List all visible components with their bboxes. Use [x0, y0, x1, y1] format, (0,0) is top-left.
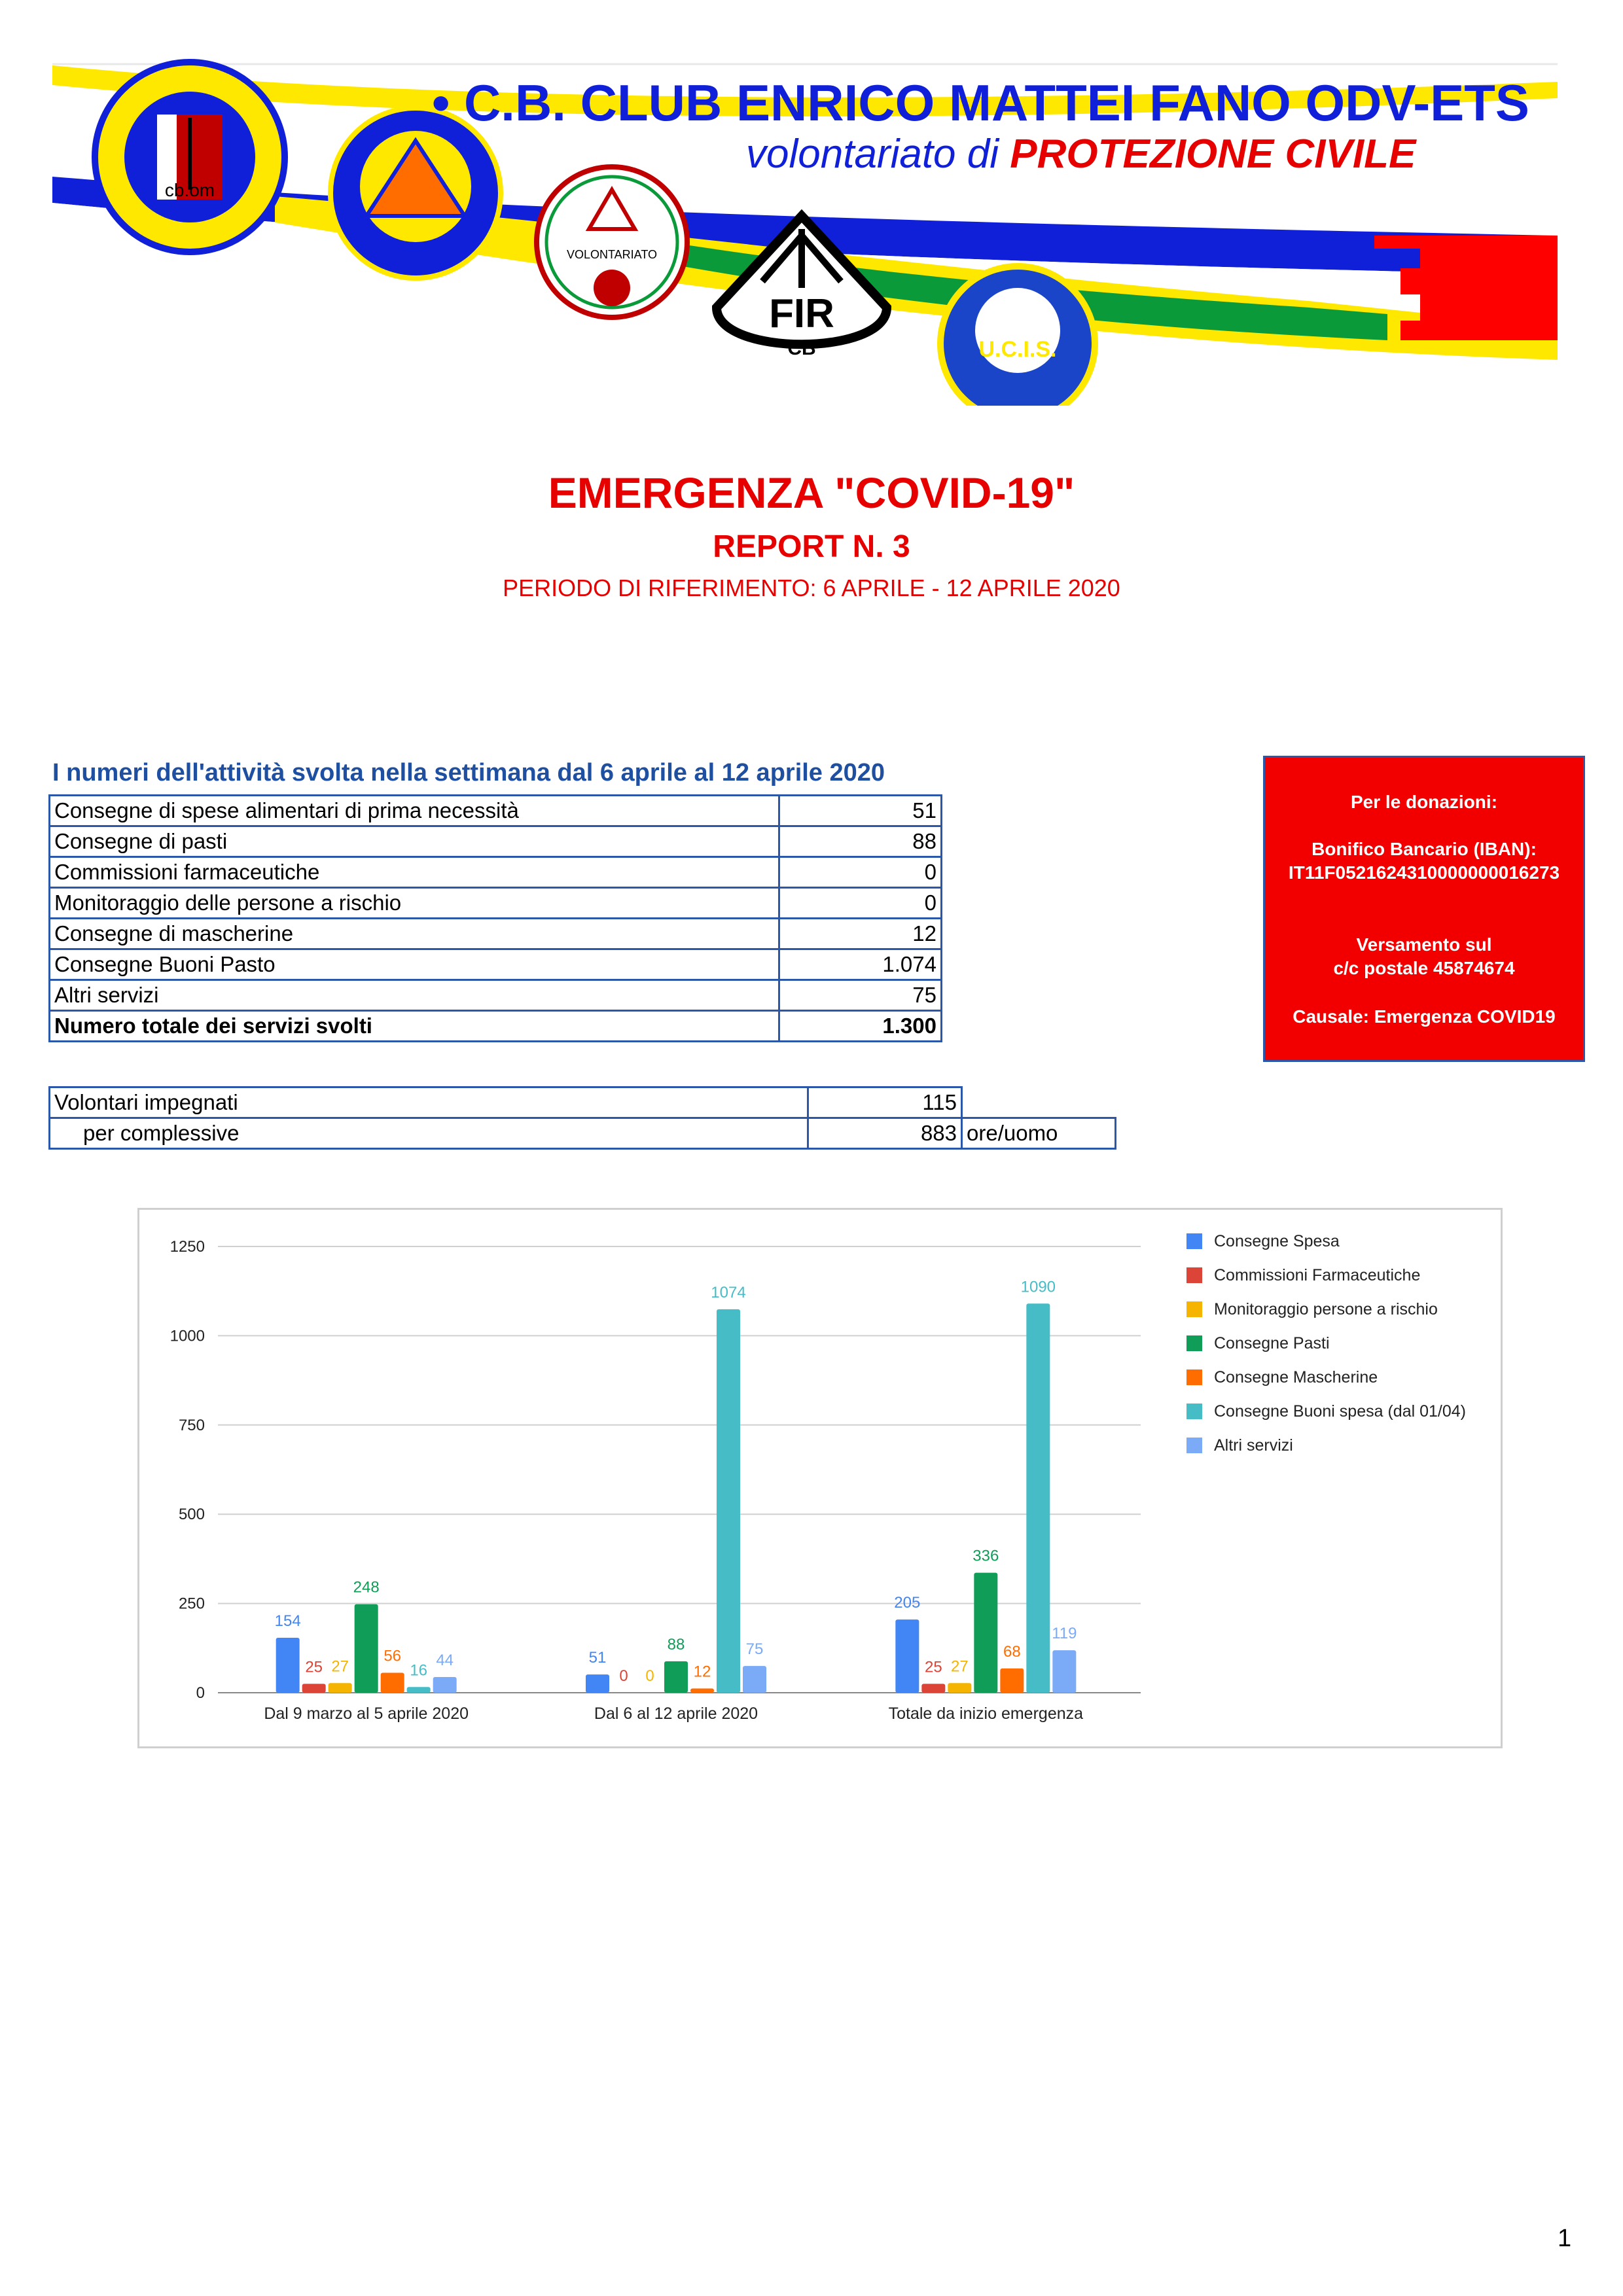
data-label: 51	[588, 1649, 607, 1667]
header-banner	[0, 0, 1623, 406]
bar	[743, 1666, 766, 1693]
volunteers-value: 115	[808, 1087, 962, 1118]
row-label: Consegne di spese alimentari di prima necessità	[50, 796, 779, 826]
data-label: 1074	[711, 1284, 746, 1302]
bar	[948, 1683, 971, 1693]
legend-swatch	[1186, 1233, 1202, 1249]
bar	[355, 1604, 378, 1693]
donation-box	[1263, 756, 1585, 1062]
legend-label: Monitoraggio persone a rischio	[1214, 1300, 1438, 1318]
iban-label: Bonifico Bancario (IBAN):	[1311, 839, 1537, 859]
protezione-civile-marche-logo	[330, 108, 501, 278]
data-label: 75	[745, 1640, 764, 1659]
svg-text:CB: CB	[787, 338, 816, 359]
data-label: 25	[305, 1658, 323, 1676]
data-label: 248	[353, 1578, 380, 1597]
data-label: 336	[972, 1547, 999, 1565]
row-value: 88	[779, 826, 942, 857]
y-tick-label: 500	[178, 1506, 205, 1524]
table-row	[50, 1118, 1116, 1149]
y-tick-label: 1250	[169, 1238, 205, 1256]
org-name: • C.B. CLUB ENRICO MATTEI FANO ODV-ETS	[432, 74, 1529, 132]
legend-label: Consegne Mascherine	[1214, 1368, 1378, 1386]
row-value: 0	[779, 857, 942, 888]
data-label: 68	[1003, 1642, 1021, 1661]
legend-label: Consegne Pasti	[1214, 1334, 1330, 1352]
total-row	[50, 1011, 942, 1042]
activity-table	[48, 794, 942, 1042]
row-value: 0	[779, 888, 942, 919]
postal-label: Versamento sul	[1356, 934, 1492, 955]
data-label: 25	[924, 1658, 942, 1676]
x-tick-label: Totale da inizio emergenza	[888, 1704, 1084, 1723]
legend-swatch	[1186, 1267, 1202, 1283]
data-label: 27	[950, 1657, 969, 1676]
svg-text:FIR: FIR	[769, 291, 834, 336]
bar	[329, 1683, 352, 1693]
total-value: 1.300	[779, 1011, 942, 1042]
row-value: 12	[779, 919, 942, 949]
postal-account: c/c postale 45874674	[1333, 958, 1515, 978]
bar	[895, 1619, 919, 1693]
table-row	[50, 826, 942, 857]
table-row	[50, 857, 942, 888]
legend-swatch	[1186, 1404, 1202, 1419]
data-label: 154	[274, 1612, 301, 1630]
data-label: 27	[331, 1657, 349, 1676]
data-label: 12	[693, 1663, 711, 1681]
bar	[276, 1638, 300, 1693]
table-row	[50, 1087, 1116, 1118]
bar	[302, 1684, 326, 1693]
y-tick-label: 250	[178, 1595, 205, 1613]
row-value: 75	[779, 980, 942, 1011]
bar	[717, 1309, 740, 1693]
row-label: Altri servizi	[50, 980, 779, 1011]
cb-club-logo	[95, 62, 285, 252]
data-label: 0	[619, 1667, 628, 1685]
data-label: 0	[645, 1667, 654, 1685]
page-number: 1	[1558, 2225, 1572, 2252]
data-label: 88	[667, 1635, 685, 1653]
data-label: 56	[383, 1647, 402, 1665]
bar	[586, 1674, 609, 1693]
legend-label: Altri servizi	[1214, 1436, 1293, 1455]
table-row	[50, 919, 942, 949]
y-tick-label: 0	[196, 1684, 205, 1702]
data-label: 1090	[1020, 1278, 1056, 1296]
legend-swatch	[1186, 1369, 1202, 1385]
data-label: 119	[1052, 1625, 1077, 1643]
protezione-civile-nazionale-logo	[537, 167, 687, 317]
activity-title: I numeri dell'attività svolta nella settimana dal 6 aprile al 12 aprile 2020	[52, 759, 885, 786]
bar	[1000, 1669, 1024, 1693]
bar	[921, 1684, 945, 1693]
data-label: 44	[436, 1651, 454, 1669]
row-label: Consegne di pasti	[50, 826, 779, 857]
bar	[1052, 1650, 1076, 1693]
legend-label: Commissioni Farmaceutiche	[1214, 1266, 1421, 1284]
legend-label: Consegne Spesa	[1214, 1232, 1340, 1250]
volunteers-table	[48, 1086, 1116, 1150]
report-title: EMERGENZA "COVID-19"	[548, 468, 1075, 517]
row-label: Consegne di mascherine	[50, 919, 779, 949]
bar	[381, 1672, 404, 1693]
legend-label: Consegne Buoni spesa (dal 01/04)	[1214, 1402, 1466, 1421]
row-label: Consegne Buoni Pasto	[50, 949, 779, 980]
bar	[407, 1687, 431, 1693]
chart-svg	[139, 1210, 1501, 1746]
data-label: 205	[894, 1594, 921, 1612]
hours-value: 883	[808, 1118, 962, 1149]
total-label: Numero totale dei servizi svolti	[50, 1011, 779, 1042]
bar	[974, 1573, 997, 1693]
legend-swatch	[1186, 1438, 1202, 1453]
row-value: 51	[779, 796, 942, 826]
report-number: REPORT N. 3	[713, 529, 910, 564]
svg-text:U.C.I.S.: U.C.I.S.	[978, 337, 1057, 362]
hours-label: per complessive	[50, 1118, 808, 1149]
data-label: 16	[410, 1661, 428, 1680]
bar	[1026, 1303, 1050, 1693]
row-value: 1.074	[779, 949, 942, 980]
table-row	[50, 949, 942, 980]
causale: Causale: Emergenza COVID19	[1293, 1006, 1556, 1027]
bar	[690, 1688, 714, 1693]
bar	[433, 1677, 457, 1693]
ucis-logo	[940, 266, 1095, 406]
svg-text:cb.om: cb.om	[164, 180, 215, 200]
y-tick-label: 1000	[169, 1327, 205, 1345]
legend-swatch	[1186, 1335, 1202, 1351]
org-subtitle-a: volontariato di	[746, 132, 1010, 177]
donation-title: Per le donazioni:	[1350, 792, 1498, 812]
services-chart	[137, 1208, 1503, 1748]
hours-unit: ore/uomo	[962, 1118, 1116, 1149]
row-label: Monitoraggio delle persone a rischio	[50, 888, 779, 919]
volunteers-label: Volontari impegnati	[50, 1087, 808, 1118]
report-period: PERIODO DI RIFERIMENTO: 6 APRILE - 12 APRILE 2020	[503, 574, 1120, 601]
table-row	[50, 796, 942, 826]
legend-swatch	[1186, 1301, 1202, 1317]
table-row	[50, 888, 942, 919]
iban-value: IT11F0521624310000000016273	[1288, 862, 1560, 883]
x-tick-label: Dal 9 marzo al 5 aprile 2020	[264, 1704, 469, 1723]
bar	[664, 1661, 688, 1693]
y-tick-label: 750	[178, 1416, 205, 1434]
x-tick-label: Dal 6 al 12 aprile 2020	[594, 1704, 758, 1723]
org-subtitle-b: PROTEZIONE CIVILE	[1010, 132, 1416, 177]
table-row	[50, 980, 942, 1011]
svg-text:VOLONTARIATO: VOLONTARIATO	[566, 248, 658, 261]
row-label: Commissioni farmaceutiche	[50, 857, 779, 888]
org-subtitle	[746, 131, 1597, 177]
